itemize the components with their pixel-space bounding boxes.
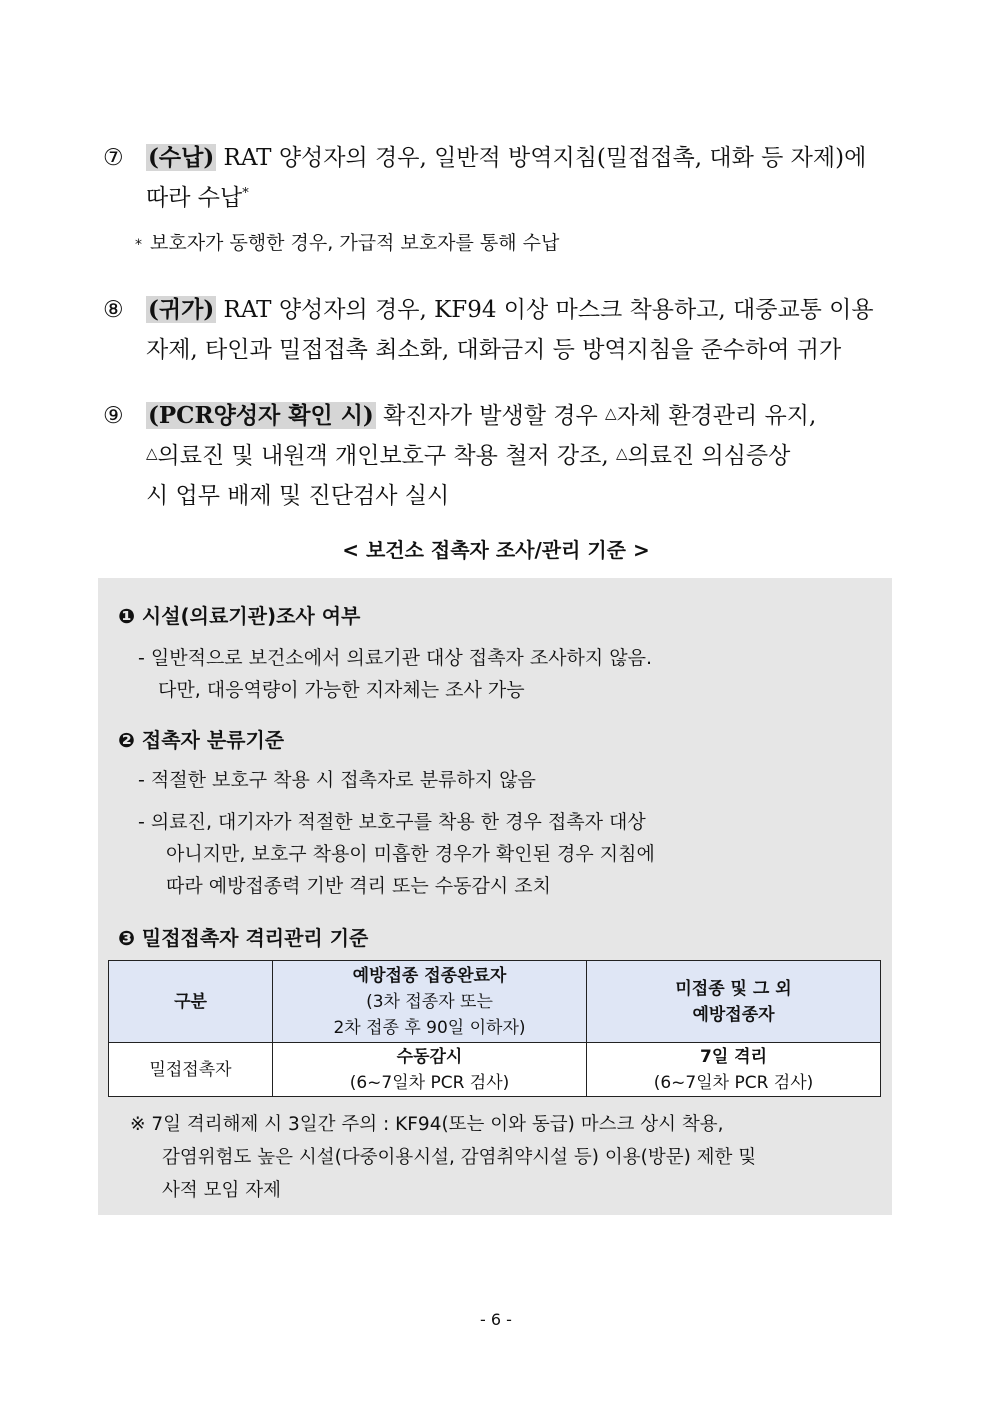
header-main: 미접종 및 그 외	[675, 978, 792, 999]
table-row	[109, 1043, 881, 1097]
header-main: 예방접종자	[692, 1004, 775, 1025]
criteria-box	[98, 578, 892, 1215]
bullet-line: - 일반적으로 보건소에서 의료기관 대상 접촉자 조사하지 않음.	[138, 647, 653, 669]
cell-sub: (6~7일차 PCR 검사)	[349, 1072, 510, 1093]
item-number: ⑨	[103, 403, 124, 429]
item-tag: (PCR양성자 확인 시)	[148, 402, 374, 429]
triangle-icon: △	[615, 444, 628, 462]
bullet-line: - 의료진, 대기자가 적절한 보호구를 착용 한 경우 접촉자 대상	[138, 811, 646, 833]
item-text: 의료진 의심증상	[627, 443, 791, 469]
header-sub: (3차 접종자 또는	[366, 991, 493, 1012]
cell-main: 수동감시	[396, 1046, 463, 1067]
item-number: ⑧	[103, 297, 124, 323]
item-text: 자제, 타인과 밀접접촉 최소화, 대화금지 등 방역지침을 준수하여 귀가	[146, 337, 842, 363]
box-title: < 보건소 접촉자 조사/관리 기준 >	[342, 538, 650, 562]
footnote-star: *	[135, 237, 142, 253]
section-3-title: ❸ 밀접접촉자 격리관리 기준	[118, 926, 369, 950]
header-main: 예방접종 접종완료자	[352, 965, 507, 986]
section-2-bullet-2	[138, 806, 655, 902]
table-header-cell	[587, 961, 881, 1043]
quarantine-table	[108, 960, 881, 1097]
cell-main: 7일 격리	[699, 1046, 767, 1067]
footnote	[135, 228, 559, 255]
item-text: RAT 양성자의 경우, 일반적 방역지침(밀접접촉, 대화 등 자제)에	[216, 145, 867, 171]
bullet-line: 다만, 대응역량이 가능한 지자체는 조사 가능	[158, 679, 525, 701]
item-tag: (수납)	[148, 144, 215, 171]
item-number: ⑦	[103, 145, 124, 171]
item-text: 따라 수납	[146, 185, 243, 211]
table-cell	[587, 1043, 881, 1097]
table-note	[130, 1108, 885, 1207]
item-text: 확진자가 발생할 경우	[375, 403, 606, 429]
table-header-cell	[273, 961, 587, 1043]
triangle-icon: △	[605, 404, 617, 422]
footnote-marker: *	[242, 186, 249, 201]
note-line: ※ 7일 격리해제 시 3일간 주의 : KF94(또는 이와 동급) 마스크 상시 착용,	[130, 1114, 724, 1135]
triangle-icon: △	[146, 444, 158, 462]
bullet-line: 아니지만, 보호구 착용이 미흡한 경우가 확인된 경우 지침에	[166, 843, 655, 865]
note-line: 감염위험도 높은 시설(다중이용시설, 감염취약시설 등) 이용(방문) 제한 및	[162, 1147, 757, 1168]
table-header-cell: 구분	[109, 961, 273, 1043]
note-line: 사적 모임 자제	[162, 1180, 281, 1201]
header-sub: 2차 접종 후 90일 이하자)	[333, 1017, 526, 1038]
section-1-bullet	[138, 642, 652, 706]
footnote-text: 보호자가 동행한 경우, 가급적 보호자를 통해 수납	[150, 232, 560, 254]
item-text: 자체 환경관리 유지,	[616, 403, 817, 429]
table-header-row	[109, 961, 881, 1043]
table-cell: 밀접접촉자	[109, 1043, 273, 1097]
page-number: - 6 -	[480, 1310, 512, 1329]
item-7	[103, 138, 903, 218]
cell-sub: (6~7일차 PCR 검사)	[653, 1072, 814, 1093]
item-9	[103, 396, 903, 516]
section-2-bullet-1: - 적절한 보호구 착용 시 접촉자로 분류하지 않음	[138, 769, 536, 791]
section-2-title: ❷ 접촉자 분류기준	[118, 728, 285, 752]
bullet-line: 따라 예방접종력 기반 격리 또는 수동감시 조치	[166, 875, 551, 897]
item-text: 의료진 및 내원객 개인보호구 착용 철저 강조,	[157, 443, 616, 469]
item-text: 시 업무 배제 및 진단검사 실시	[146, 483, 450, 509]
item-8	[103, 290, 903, 370]
table-cell	[273, 1043, 587, 1097]
item-tag: (귀가)	[148, 296, 215, 323]
section-1-title: ❶ 시설(의료기관)조사 여부	[118, 604, 361, 628]
item-text: RAT 양성자의 경우, KF94 이상 마스크 착용하고, 대중교통 이용	[216, 297, 874, 323]
